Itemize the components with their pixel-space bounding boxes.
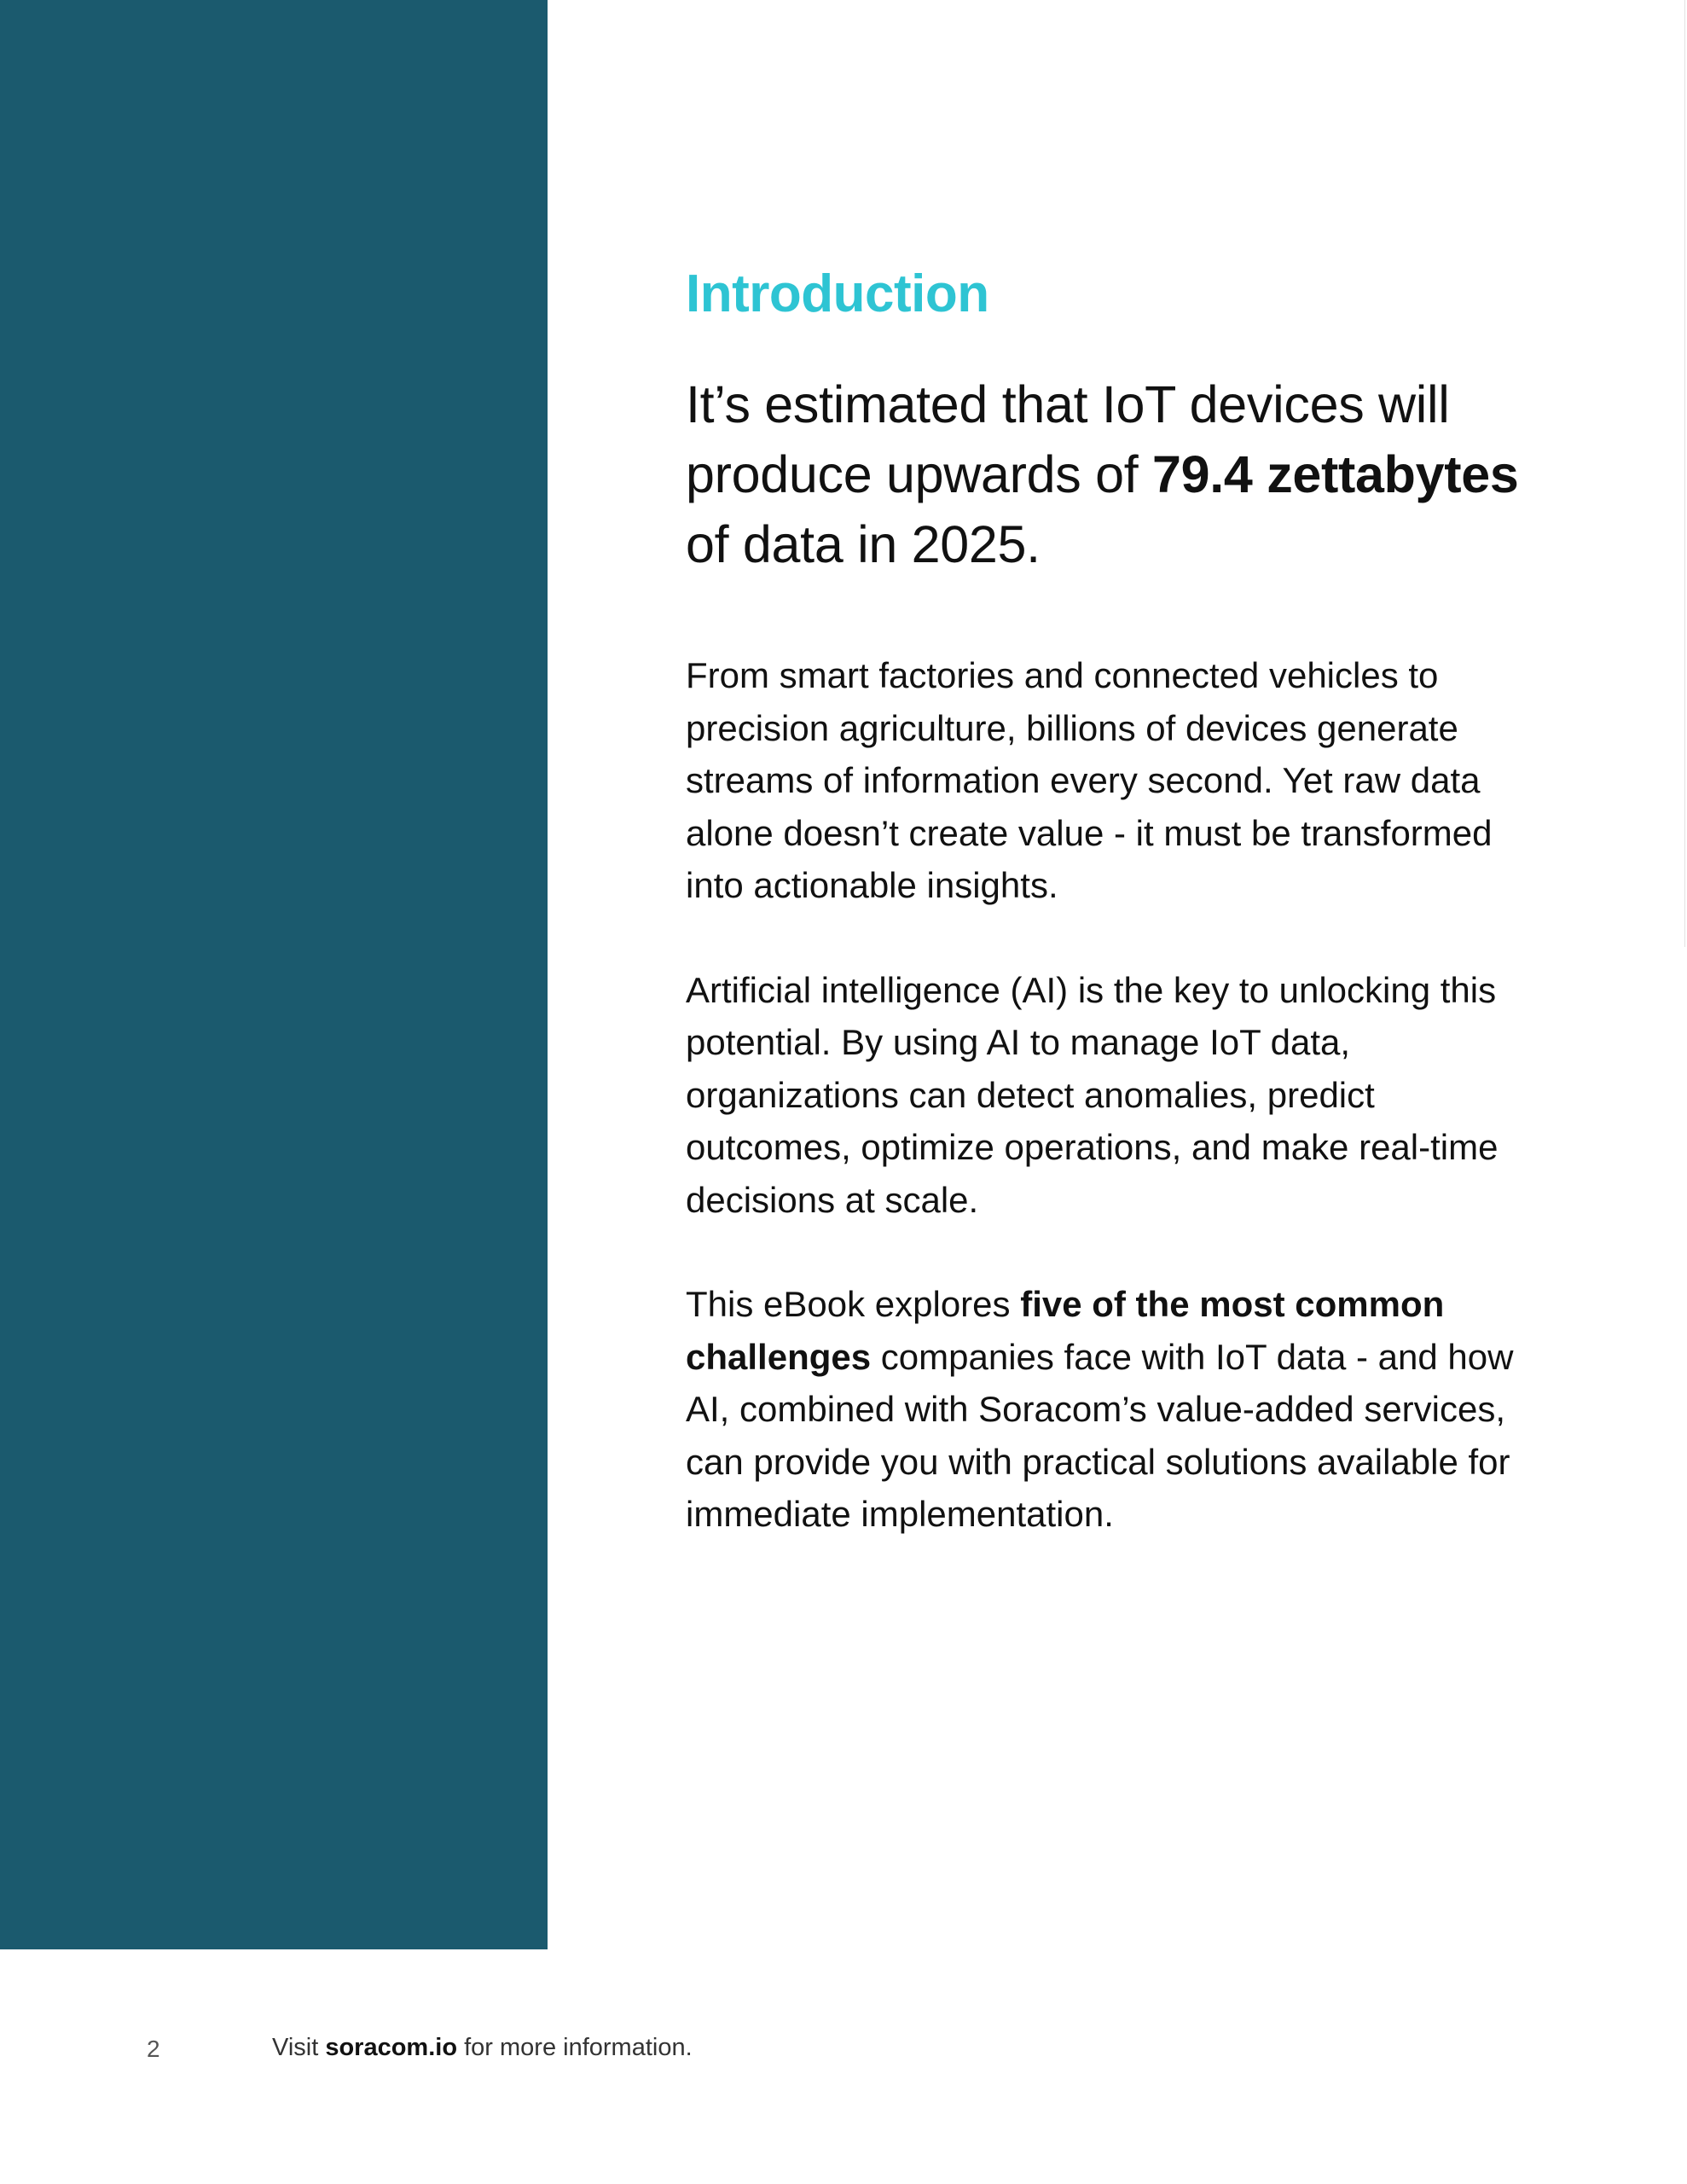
paragraph-3-highlight: five of the most common challenges	[686, 1284, 1445, 1377]
page-number: 2	[147, 2036, 160, 2062]
footer-website-link[interactable]: soracom.io	[325, 2034, 458, 2061]
lead-text-start: It’s estimated that IoT devices will produce upwards of	[686, 375, 1450, 503]
lead-text-end: of data in 2025.	[686, 515, 1041, 573]
footer-visit-prefix: Visit	[272, 2034, 326, 2061]
intro-paragraph-2: Artificial intelligence (AI) is the key to unlocking this potential. By using AI to manage IoT data, organizations can detect anomalies, predict outcomes, optimize operations, and make real-time decisions at scale.	[686, 969, 1499, 1220]
main-content	[686, 260, 1547, 1541]
footer-note	[272, 2034, 693, 2062]
section-title: Introduction	[686, 264, 989, 323]
footer-visit-suffix: for more information.	[457, 2034, 693, 2061]
page-edge-divider	[1684, 0, 1685, 947]
side-color-panel	[0, 0, 548, 1949]
lead-statement	[686, 369, 1547, 579]
lead-highlight: 79.4 zettabytes	[1152, 445, 1519, 503]
paragraph-3-text-end: companies face with IoT data - and how AI, combined with Soracom’s value-added services, can provide you with practical solutions available for immediate implementation.	[686, 1336, 1514, 1534]
intro-paragraph-1: From smart factories and connected vehicles to precision agriculture, billions of devices generate streams of information every second. Yet raw data alone doesn’t create value - it must be transformed into actionable insights.	[686, 655, 1493, 905]
intro-paragraph-3	[686, 1278, 1547, 1541]
paragraph-3-text-start: This eBook explores	[686, 1284, 1021, 1324]
